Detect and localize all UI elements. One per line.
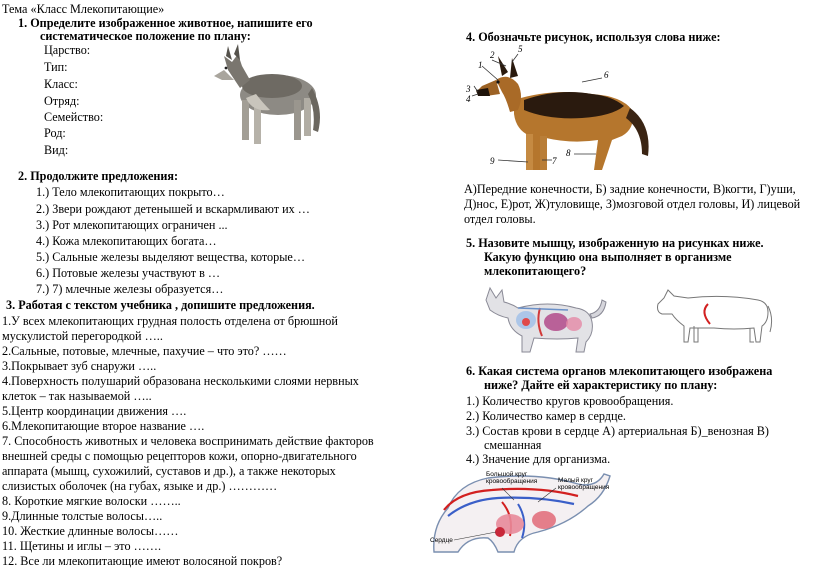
task2-item: 4.) Кожа млекопитающих богата…	[36, 234, 217, 248]
dog-illustration	[462, 44, 658, 174]
label-small-circle: Малый круг	[558, 477, 594, 484]
task3-line: слизистых оболочек (на губах, языке и др.) …………	[2, 479, 278, 493]
task1-field: Вид:	[44, 143, 69, 157]
task5-heading-line1: 5. Назовите мышцу, изображенную на рисунках ниже.	[466, 236, 764, 250]
cat-anatomy-illustration	[478, 282, 608, 354]
page-topic: Тема «Класс Млекопитающие»	[2, 2, 165, 16]
callout-number: 7	[552, 156, 557, 166]
callout-number: 2	[490, 50, 495, 60]
task4-answer-line: отдел головы.	[464, 212, 536, 226]
task2-item: 5.) Сальные железы выделяют вещества, которые…	[36, 250, 306, 264]
label-small-circle: кровообращения	[558, 484, 610, 491]
callout-number: 8	[566, 148, 571, 158]
task3-line: 11. Щетины и иглы – это …….	[2, 539, 162, 553]
task3-line: 9.Длинные толстые волосы…..	[2, 509, 163, 523]
callout-number: 5	[518, 44, 523, 54]
task6-heading-line2: ниже? Дайте ей характеристику по плану:	[484, 378, 718, 392]
task1-heading-line2: систематическое положение по плану:	[40, 29, 251, 43]
wolf-illustration	[212, 40, 324, 150]
callout-number: 9	[490, 156, 495, 166]
task3-line: 1.У всех млекопитающих грудная полость отделена от брюшной	[2, 314, 338, 328]
task6-heading-line1: 6. Какая система органов млекопитающего изображена	[466, 364, 773, 378]
task3-line: 6.Млекопитающие второе название ….	[2, 419, 205, 433]
task2-item: 6.) Потовые железы участвуют в …	[36, 266, 221, 280]
task2-item: 3.) Рот млекопитающих ограничен ...	[36, 218, 228, 232]
task3-line: 4.Поверхность полушарий образована несколькими слоями нервных	[2, 374, 359, 388]
label-heart: Сердце	[430, 537, 453, 544]
cow-illustration	[654, 282, 774, 344]
task1-field: Семейство:	[44, 110, 104, 124]
label-big-circle: Большой круг	[486, 471, 528, 478]
task5-heading-line2: Какую функцию она выполняет в организме	[484, 250, 732, 264]
task1-field: Отряд:	[44, 94, 80, 108]
callout-number: 4	[466, 94, 471, 104]
callout-number: 6	[604, 70, 609, 80]
task6-item: 1.) Количество кругов кровообращения.	[466, 394, 674, 408]
task6-item: 2.) Количество камер в сердце.	[466, 409, 626, 423]
task2-item: 7.) 7) млечные железы образуется…	[36, 282, 224, 296]
callout-number: 3	[466, 84, 471, 94]
task3-line: внешней среды с помощью рецепторов кожи, опорно-двигательного	[2, 449, 357, 463]
task3-line: 12. Все ли млекопитающие имеют волосяной покров?	[2, 554, 283, 568]
task6-item: 4.) Значение для организма.	[466, 452, 611, 466]
task6-item: смешанная	[484, 438, 542, 452]
task3-line: клеток – так называемой …..	[2, 389, 152, 403]
task1-field: Класс:	[44, 77, 78, 91]
task1-field: Род:	[44, 126, 66, 140]
task3-line: 8. Короткие мягкие волоски ……..	[2, 494, 181, 508]
task2-item: 1.) Тело млекопитающих покрыто…	[36, 185, 225, 199]
task3-line: мускулистой перегородкой …..	[2, 329, 163, 343]
task1-field: Тип:	[44, 60, 68, 74]
task6-item: 3.) Состав крови в сердце А) артериальная Б)_венозная В)	[466, 424, 769, 438]
task3-line: 2.Сальные, потовые, млечные, пахучие – что это? ……	[2, 344, 287, 358]
task2-heading: 2. Продолжите предложения:	[18, 169, 179, 183]
task3-line: 10. Жесткие длинные волосы……	[2, 524, 179, 538]
task3-line: 7. Способность животных и человека воспринимать действие факторов	[2, 434, 374, 448]
label-big-circle: кровообращения	[486, 478, 538, 485]
task3-line: 3.Покрывает зуб снаружи …..	[2, 359, 157, 373]
circulatory-system-diagram	[418, 466, 614, 558]
task3-line: аппарата (мышц, сухожилий, суставов и др.), а также некоторых	[2, 464, 336, 478]
task3-heading: 3. Работая с текстом учебника , допишите предложения.	[6, 298, 315, 312]
task2-item: 2.) Звери рождают детенышей и вскармливают их …	[36, 202, 310, 216]
task4-answer-line: Д)нос, Е)рот, Ж)туловище, З)мозговой отдел головы, И) лицевой	[464, 197, 801, 211]
task4-heading: 4. Обозначьте рисунок, используя слова ниже:	[466, 30, 721, 44]
task5-heading-line3: млекопитающего?	[484, 264, 587, 278]
task1-heading-line1: 1. Определите изображенное животное, напишите его	[18, 16, 313, 30]
task1-field: Царство:	[44, 43, 91, 57]
task4-answer-line: А)Передние конечности, Б) задние конечности, В)когти, Г)уши,	[464, 182, 796, 196]
task3-line: 5.Центр координации движения ….	[2, 404, 187, 418]
callout-number: 1	[478, 60, 483, 70]
